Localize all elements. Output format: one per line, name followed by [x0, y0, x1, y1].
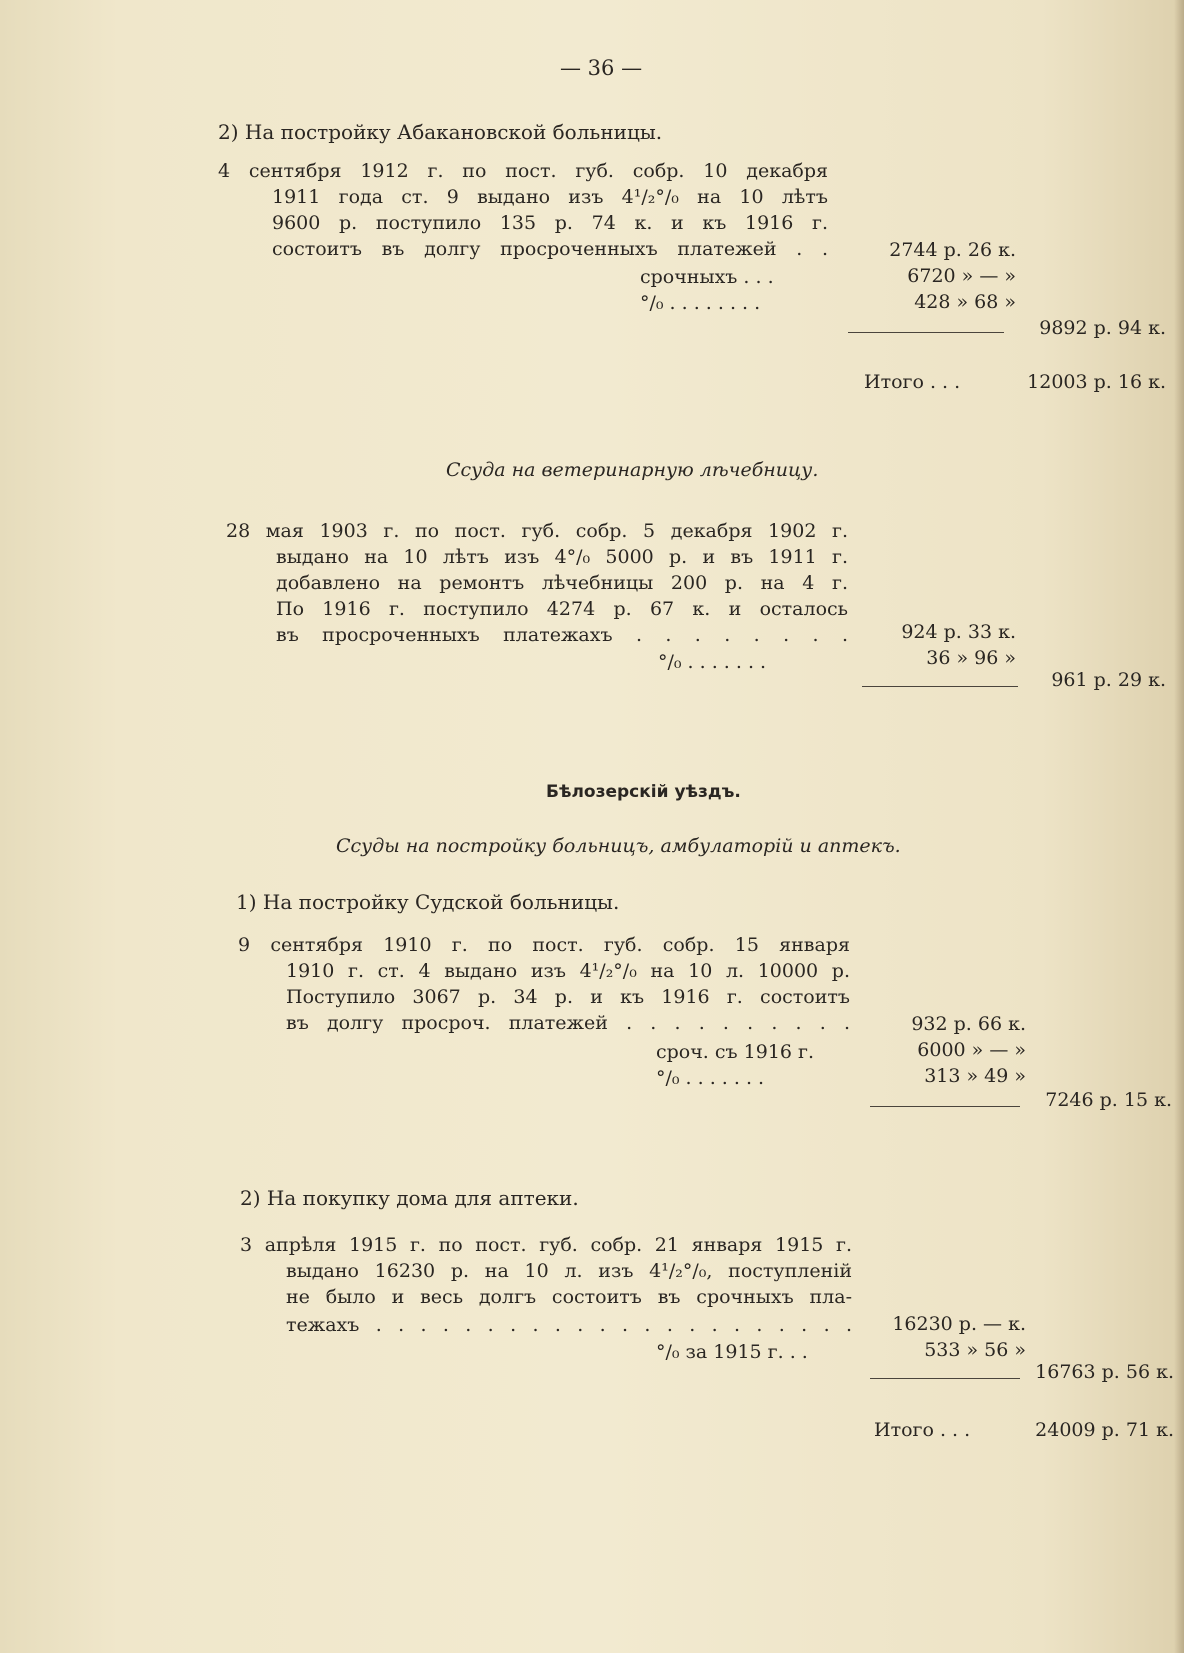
- text-line: состоитъ въ долгу просроченныхъ платежей . .: [272, 238, 828, 260]
- sum-rule: [848, 332, 1004, 333]
- sub-heading-pharmacy-house: 2) На покупку дома для аптеки.: [240, 1186, 579, 1210]
- sub-item-label: °/₀ . . . . . . .: [656, 1067, 765, 1089]
- text-line: 4 сентября 1912 г. по пост. губ. собр. 10 декабря: [218, 160, 828, 182]
- sub-heading-sudsk-hospital: 1) На постройку Судской больницы.: [236, 890, 620, 914]
- text-line: 28 мая 1903 г. по пост. губ. собр. 5 декабря 1902 г.: [226, 520, 848, 542]
- subtotal-amount: 16763 р. 56 к.: [1035, 1361, 1174, 1383]
- section-heading-abakan-hospital: 2) На постройку Абакановской больницы.: [218, 120, 663, 144]
- text-line: 1910 г. ст. 4 выдано изъ 4¹/₂°/₀ на 10 л. 10000 р.: [286, 960, 850, 982]
- amount: 932 р. 66 к.: [911, 1013, 1026, 1035]
- itogo-amount: 12003 р. 16 к.: [1027, 371, 1166, 393]
- text-line: 9600 р. поступило 135 р. 74 к. и къ 1916 г.: [272, 212, 828, 234]
- itogo-label: Итого . . .: [864, 371, 961, 393]
- amount: 533 » 56 »: [924, 1339, 1026, 1361]
- amount: 16230 р. — к.: [892, 1313, 1026, 1335]
- text-line: тежахъ . . . . . . . . . . . . . . . . . . . . . .: [286, 1314, 852, 1336]
- section-heading-hospitals-loans: Ссуды на постройку больницъ, амбулаторій и аптекъ.: [336, 835, 901, 857]
- itogo-label: Итого . . .: [874, 1419, 971, 1441]
- amount: 6000 » — »: [917, 1039, 1026, 1061]
- district-heading: Бѣлозерскій уѣздъ.: [546, 782, 741, 802]
- amount: 6720 » — »: [907, 265, 1016, 287]
- text-line: въ долгу просроч. платежей . . . . . . . . . .: [286, 1012, 850, 1034]
- text-line: въ просроченныхъ платежахъ . . . . . . . .: [276, 624, 848, 646]
- section-heading-veterinary-clinic: Ссуда на ветеринарную лѣчебницу.: [446, 459, 819, 481]
- sub-item-label: срочныхъ . . .: [640, 266, 774, 288]
- amount: 313 » 49 »: [924, 1065, 1026, 1087]
- page-number: — 36 —: [560, 56, 643, 80]
- text-line: 3 апрѣля 1915 г. по пост. губ. собр. 21 января 1915 г.: [240, 1234, 852, 1256]
- text-line: Поступило 3067 р. 34 р. и къ 1916 г. состоитъ: [286, 986, 850, 1008]
- text-line: выдано на 10 лѣтъ изъ 4°/₀ 5000 р. и въ 1911 г.: [276, 546, 848, 568]
- sub-item-label: °/₀ . . . . . . .: [658, 651, 767, 673]
- sub-item-label: °/₀ за 1915 г. . .: [656, 1341, 808, 1363]
- amount: 924 р. 33 к.: [901, 621, 1016, 643]
- itogo-amount: 24009 р. 71 к.: [1035, 1419, 1174, 1441]
- text-line: 1911 года ст. 9 выдано изъ 4¹/₂°/₀ на 10 лѣтъ: [272, 186, 828, 208]
- amount: 428 » 68 »: [914, 291, 1016, 313]
- page-edge-shadow: [1174, 0, 1184, 1653]
- subtotal-amount: 961 р. 29 к.: [1051, 669, 1166, 691]
- text-line: не было и весь долгъ состоитъ въ срочныхъ пла-: [286, 1286, 852, 1308]
- sub-item-label: °/₀ . . . . . . . .: [640, 292, 761, 314]
- subtotal-amount: 7246 р. 15 к.: [1045, 1089, 1172, 1111]
- text-line: 9 сентября 1910 г. по пост. губ. собр. 15 января: [238, 934, 850, 956]
- text-line: добавлено на ремонтъ лѣчебницы 200 р. на 4 г.: [276, 572, 848, 594]
- sub-item-label: сроч. съ 1916 г.: [656, 1041, 815, 1063]
- subtotal-amount: 9892 р. 94 к.: [1039, 317, 1166, 339]
- text-line: выдано 16230 р. на 10 л. изъ 4¹/₂°/₀, поступленій: [286, 1260, 852, 1282]
- amount: 36 » 96 »: [926, 647, 1016, 669]
- text-line: По 1916 г. поступило 4274 р. 67 к. и осталось: [276, 598, 848, 620]
- amount: 2744 р. 26 к.: [889, 239, 1016, 261]
